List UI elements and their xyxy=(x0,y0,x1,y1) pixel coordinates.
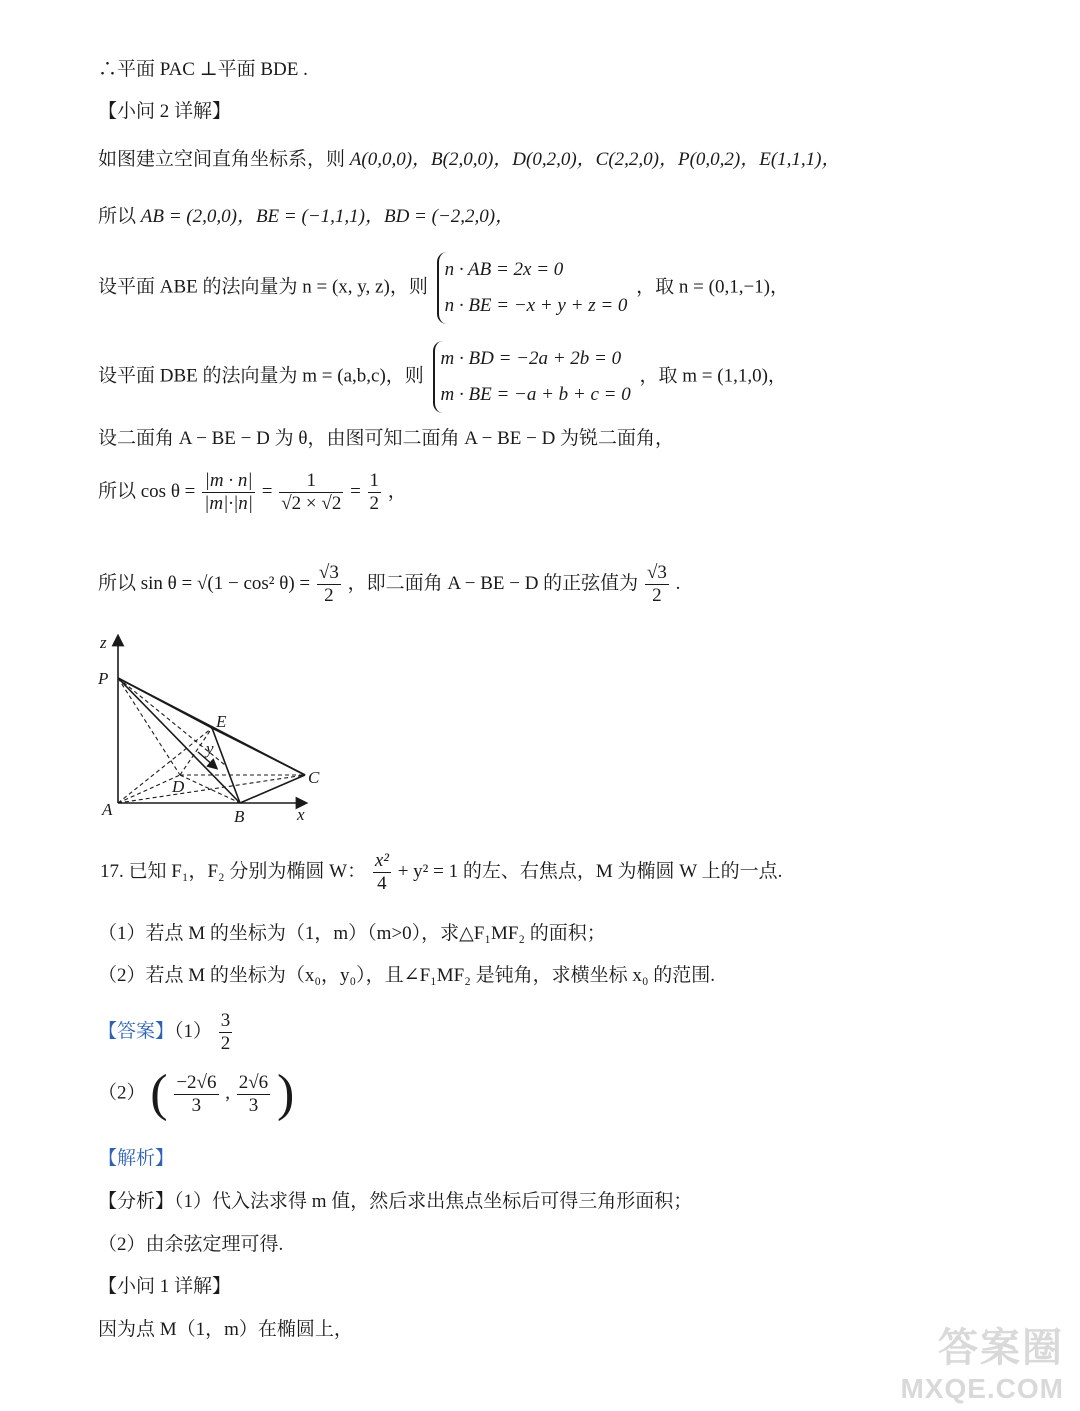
subquestion-2-header: 【小问 2 详解】 xyxy=(98,101,232,122)
last-line: 因为点 M（1，m）在椭圆上， xyxy=(98,1319,353,1340)
watermark-logo: 答案圈 xyxy=(938,1326,1064,1370)
normal-dbe-eq2: m · BE = −a + b + c = 0 xyxy=(440,384,631,405)
label-x: x xyxy=(297,805,305,824)
analysis-line-1: 【分析】（1）代入法求得 m 值，然后求出焦点坐标后可得三角形面积； xyxy=(98,1191,693,1212)
coords-prefix: 如图建立空间直角坐标系，则 xyxy=(98,149,350,170)
label-P: P xyxy=(98,669,109,688)
question-17: 17. 已知 F₁，F₂ 分别为椭圆 W： $\frac{\text{x²}}{4}$ + y² = 1 的左、右焦点，M 为椭圆 W 上的一点. xyxy=(100,850,783,894)
cos-fraction-3: $\frac{1}{2}$ xyxy=(369,470,380,514)
conclusion-line: ∴平面 PAC ⊥平面 BDE . xyxy=(98,59,308,80)
answer-label: 【答案】 xyxy=(98,1020,175,1042)
watermark xyxy=(900,1316,1064,1405)
label-z: z xyxy=(100,633,107,652)
coords-values: A(0,0,0)，B(2,0,0)，D(0,2,0)，C(2,2,0)，P(0,0,2)，E(1,1,1)， xyxy=(349,149,841,170)
analysis-label: 【解析】 xyxy=(98,1148,175,1169)
pyramid-figure xyxy=(96,628,336,828)
answer-2-lower: $\frac{-2√6}{3}$ xyxy=(176,1071,217,1116)
normal-dbe-line xyxy=(98,341,787,413)
normal-abe-result: ，取 n = (0,1,−1)， xyxy=(636,276,790,298)
normal-abe-eq1: n · AB = 2x = 0 xyxy=(444,259,564,280)
analysis-line-2: （2）由余弦定理可得. xyxy=(98,1234,284,1255)
edge-BC xyxy=(240,775,305,803)
vectors-line xyxy=(98,203,514,231)
label-A: A xyxy=(102,800,113,819)
sin-fraction-2: $\frac{√3}{2}$ xyxy=(646,562,667,606)
answer-2-upper: $\frac{2√6}{3}$ xyxy=(238,1071,269,1116)
cos-fraction-2: $\frac{1}{√2 \times √2}$ xyxy=(281,470,342,514)
subquestion-1-header: 【小问 1 详解】 xyxy=(98,1276,232,1297)
cos-prefix: 所以 cos θ = xyxy=(98,480,196,502)
label-B: B xyxy=(234,807,245,826)
vectors-values: AB = (2,0,0)，BE = (−1,1,1)，BD = (−2,2,0)， xyxy=(140,206,515,227)
normal-dbe-eq1: m · BD = −2a + 2b = 0 xyxy=(440,348,622,369)
normal-dbe-result: ，取 m = (1,1,0)， xyxy=(639,365,787,387)
normal-abe-system xyxy=(437,252,628,324)
coordinates-line xyxy=(98,146,841,174)
label-E: E xyxy=(216,712,227,731)
watermark-url: MXQE.COM xyxy=(900,1373,1064,1404)
normal-dbe-prefix: 设平面 DBE 的法向量为 m = (a,b,c)，则 xyxy=(98,365,424,387)
sin-line: 所以 sin θ = √(1 − cos² θ) = $\frac{√3}{2}$ ，即二面角 A − BE − D 的正弦值为 $\frac{√3}{2}$ . xyxy=(98,562,681,606)
edge-EC xyxy=(212,728,305,775)
dihedral-line: 设二面角 A − BE − D 为 θ，由图可知二面角 A − BE − D 为锐二面角， xyxy=(98,428,675,449)
answer-2-line: （2） ( $\frac{-2√6}{3}$ , $\frac{2√6}{3}$ ) xyxy=(98,1065,295,1122)
normal-abe-line xyxy=(98,252,789,324)
vectors-prefix: 所以 xyxy=(98,206,141,227)
sin-middle: ，即二面角 A − BE − D 的正弦值为 xyxy=(347,572,639,594)
label-D: D xyxy=(172,777,185,796)
sin-prefix: 所以 sin θ = √(1 − cos² θ) = xyxy=(98,572,311,594)
cos-fraction-1: $\frac{|m \cdot n|}{|m|\cdot|n|}$ xyxy=(204,470,254,514)
question-17-part-2: （2）若点 M 的坐标为（x₀，y₀），且∠F₁MF₂ 是钝角，求横坐标 x₀ 的范围. xyxy=(98,965,715,986)
normal-dbe-system xyxy=(433,341,631,413)
ellipse-fraction: $\frac{\text{x²}}{4}$ xyxy=(374,850,389,894)
cos-line: 所以 cos θ = $\frac{|m \cdot n|}{|m|\cdot|n|}$ = $\frac{1}{√2 \times √2}$ = $\frac{1}{2}$ ， xyxy=(98,470,407,514)
answer-1-line: 【答案】（1） $\frac{3}{2}$ xyxy=(98,1010,231,1054)
label-y: y xyxy=(206,739,214,758)
edge-PE xyxy=(118,678,212,728)
question-17-part-1: （1）若点 M 的坐标为（1，m）（m>0），求△F₁MF₂ 的面积； xyxy=(98,923,606,944)
label-C: C xyxy=(308,768,320,787)
normal-abe-eq2: n · BE = −x + y + z = 0 xyxy=(444,295,628,316)
normal-abe-prefix: 设平面 ABE 的法向量为 n = (x, y, z)，则 xyxy=(98,276,428,298)
sin-fraction-1: $\frac{√3}{2}$ xyxy=(318,562,339,606)
answer-1-fraction: $\frac{3}{2}$ xyxy=(220,1010,231,1054)
